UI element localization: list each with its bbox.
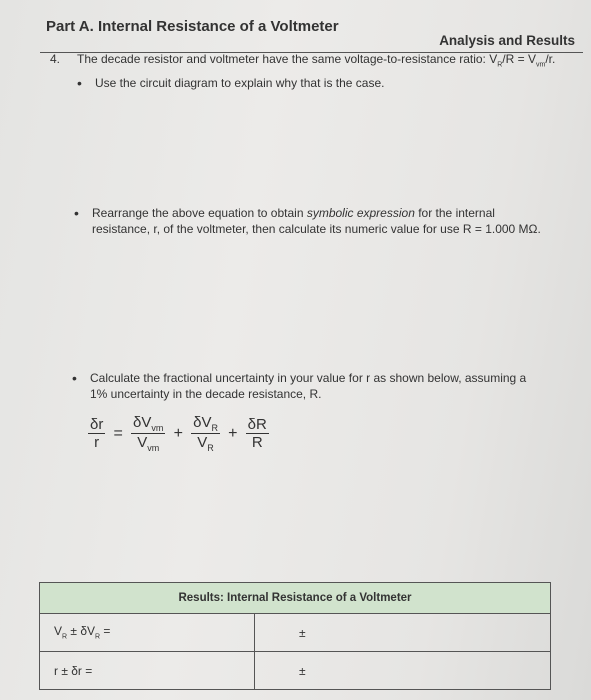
bullet-fractional-uncertainty: • Calculate the fractional uncertainty in your value for r as shown below, assuming a 1% uncertainty in the decade resistance, R.: [72, 370, 527, 401]
bullet-dot: •: [77, 75, 82, 91]
plus-sign: +: [228, 424, 238, 442]
bullet-dot: •: [72, 370, 77, 386]
fraction-dr-over-r: $\frac{\delta r}{r}$: [90, 416, 104, 451]
table-row: [40, 652, 551, 690]
fraction-dR-over-R: $\frac{\delta R}{R}$: [247, 416, 267, 451]
vr-label: $V_R \pm \delta V_R$ =: [40, 614, 255, 652]
section-title: Part A. Internal Resistance of a Voltmeter: [46, 18, 339, 35]
results-table-title: Results: Internal Resistance of a Voltmeter: [40, 583, 551, 614]
r-label: r ± δr =: [40, 652, 255, 690]
uncertainty-formula: [88, 414, 269, 453]
bullet-rearrange-equation: • Rearrange the above equation to obtain symbolic expression for the internal resistance, r, of the voltmeter, then calculate its numeric value for use R = 1.000 MΩ.: [74, 205, 541, 236]
results-table: [39, 582, 551, 690]
bullet-explain-circuit: • Use the circuit diagram to explain why that is the case.: [77, 75, 385, 91]
r-answer-field[interactable]: ±: [255, 652, 551, 690]
bullet-dot: •: [74, 205, 79, 221]
analysis-results-title: Analysis and Results: [439, 33, 575, 48]
question-text: The decade resistor and voltmeter have the same voltage-to-resistance ratio: $V_R/R = V_{vm}/r$.: [77, 52, 556, 69]
fraction-dvm-over-vm: $\frac{\delta V_{vm}}{V_{vm}}$: [133, 414, 164, 453]
fraction-dvr-over-vr: $\frac{\delta V_R}{V_R}$: [193, 414, 218, 453]
question-number: 4.: [50, 52, 61, 66]
table-row: [40, 614, 551, 652]
vr-answer-field[interactable]: ±: [255, 614, 551, 652]
equals-sign: =: [113, 424, 123, 442]
plus-sign: +: [173, 424, 183, 442]
